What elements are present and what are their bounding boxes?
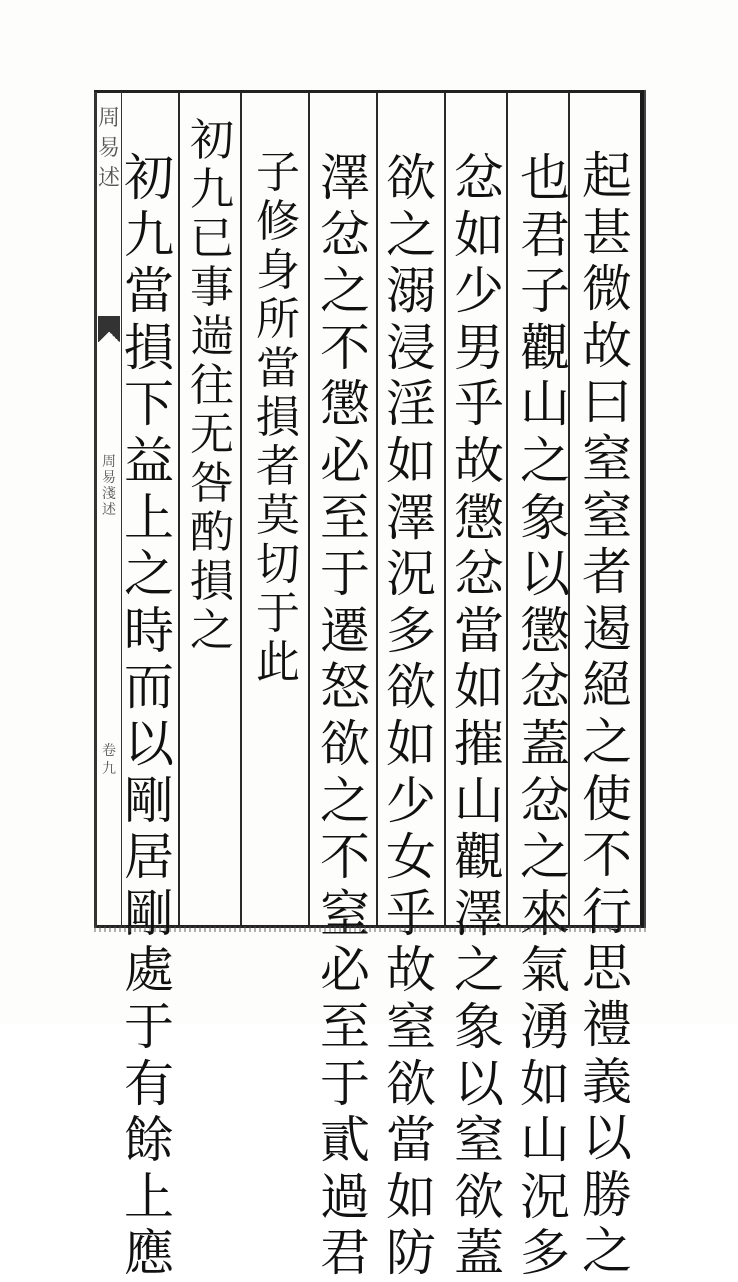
text-column-5: 澤忿之不懲必至于遷怒欲之不窒必至于貳過君 <box>320 149 370 1282</box>
text-column-1: 起甚微故曰窒窒者遏絕之使不行思禮義以勝之 <box>582 147 632 1281</box>
fishtail-notch-icon <box>98 332 120 342</box>
column-rule <box>376 93 378 925</box>
column-rule <box>308 93 310 925</box>
frame-right-rule <box>644 90 646 928</box>
text-column-7: 初九已事遄往无咎酌損之 <box>190 115 234 656</box>
text-column-8: 初九當損下益上之時而以剛居剛處于有餘上應 <box>124 149 174 1282</box>
margin-page-mark: 卷九 <box>102 743 116 777</box>
column-rule <box>178 93 180 925</box>
print-edge-texture <box>94 926 646 932</box>
column-rule <box>444 93 446 925</box>
text-column-4: 欲之溺浸淫如澤況多欲如少女乎故窒欲當如防 <box>386 149 436 1282</box>
text-column-3: 忿如少男乎故懲忿當如摧山觀澤之象以窒欲蓋 <box>454 149 504 1282</box>
margin-book-title: 周易述 <box>98 106 121 191</box>
margin-subtitle: 周易淺述 <box>102 454 116 518</box>
column-rule <box>240 93 242 925</box>
text-column-6: 子修身所當損者莫切于此 <box>256 147 300 688</box>
text-column-2: 也君子觀山之象以懲忿蓋忿之來氣湧如山況多 <box>520 149 570 1282</box>
fishtail-mark-icon <box>98 316 120 332</box>
